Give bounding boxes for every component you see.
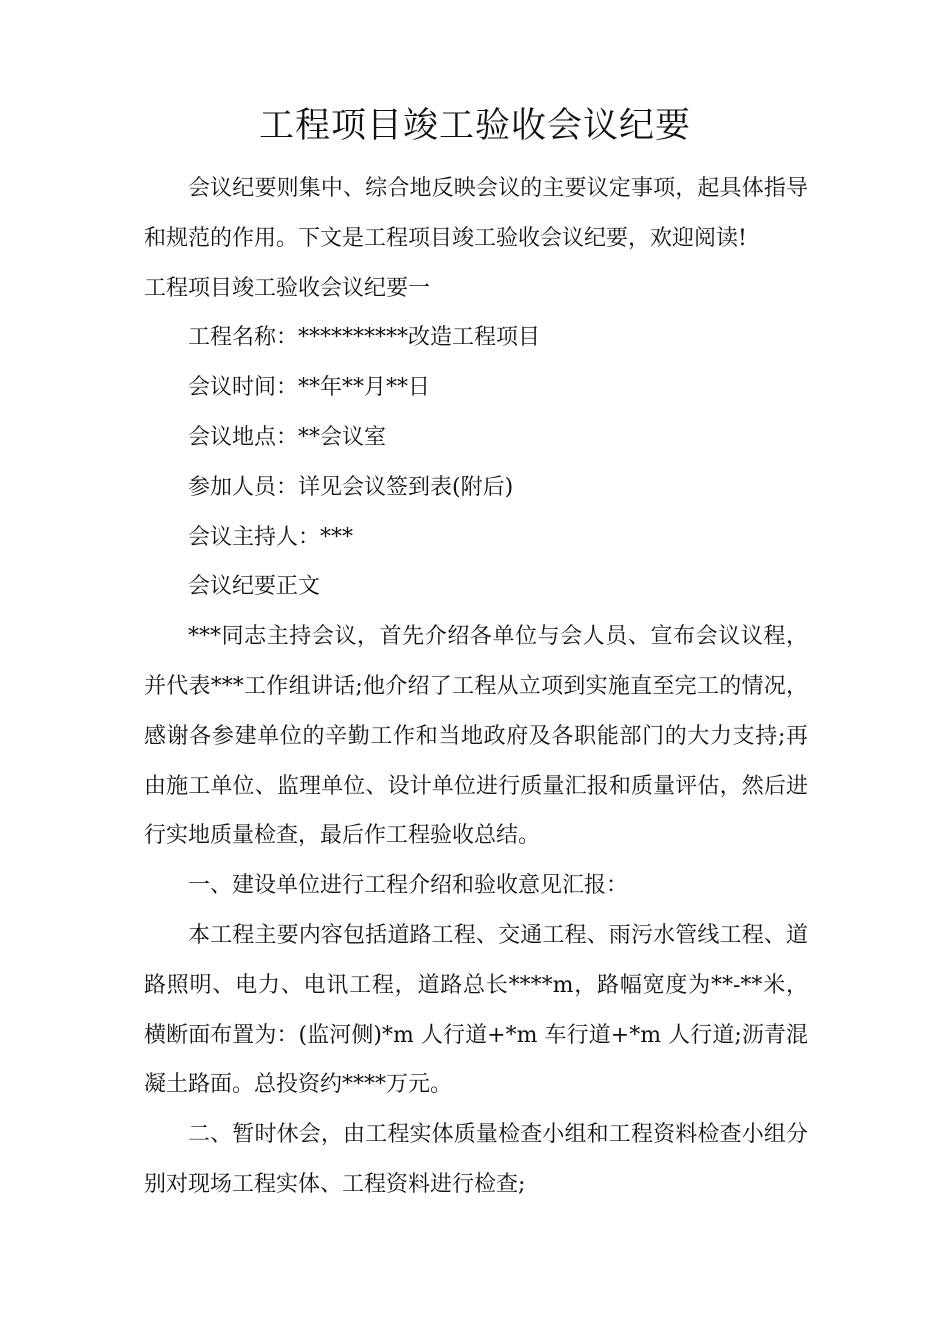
section-heading: 工程项目竣工验收会议纪要一 xyxy=(144,275,431,301)
minutes-body-heading: 会议纪要正文 xyxy=(188,574,321,600)
paragraph-meeting-summary: ***同志主持会议，首先介绍各单位与会人员、宣布会议议程，并代表***工作组讲话;他介绍了工程从立项到实施直至完工的情况，感谢各参建单位的辛勤工作和当地政府及各职能部门的大力支持;再由施工单位、监理单位、设计单位进行质量汇报和质量评估，然后进行实地质量检查，最后作工程验收总结。 xyxy=(144,624,808,849)
meeting-place-line: 会议地点：**会议室 xyxy=(188,424,387,450)
document-body xyxy=(144,164,808,1210)
document-title: 工程项目竣工验收会议纪要 xyxy=(258,106,691,146)
paragraph-item-one: 一、建设单位进行工程介绍和验收意见汇报： xyxy=(188,873,629,899)
project-name-line: 工程名称：**********改造工程项目 xyxy=(188,325,541,351)
paragraph-intro: 会议纪要则集中、综合地反映会议的主要议定事项，起具体指导和规范的作用。下文是工程项目竣工验收会议纪要，欢迎阅读! xyxy=(144,176,808,251)
paragraph-item-two: 二、暂时休会，由工程实体质量检查小组和工程资料检查小组分别对现场工程实体、工程资料进行检查; xyxy=(144,1122,808,1197)
attendees-line: 参加人员：详见会议签到表(附后) xyxy=(188,474,514,500)
meeting-time-line: 会议时间：**年**月**日 xyxy=(188,375,431,401)
paragraph-project-content: 本工程主要内容包括道路工程、交通工程、雨污水管线工程、道路照明、电力、电讯工程，道路总长****m，路幅宽度为**-**米，横断面布置为：(监河侧)*m 人行道+*m 车行道+*m 人行道;沥青混凝土路面。总投资约****万元。 xyxy=(144,922,808,1098)
host-line: 会议主持人：*** xyxy=(188,524,354,550)
